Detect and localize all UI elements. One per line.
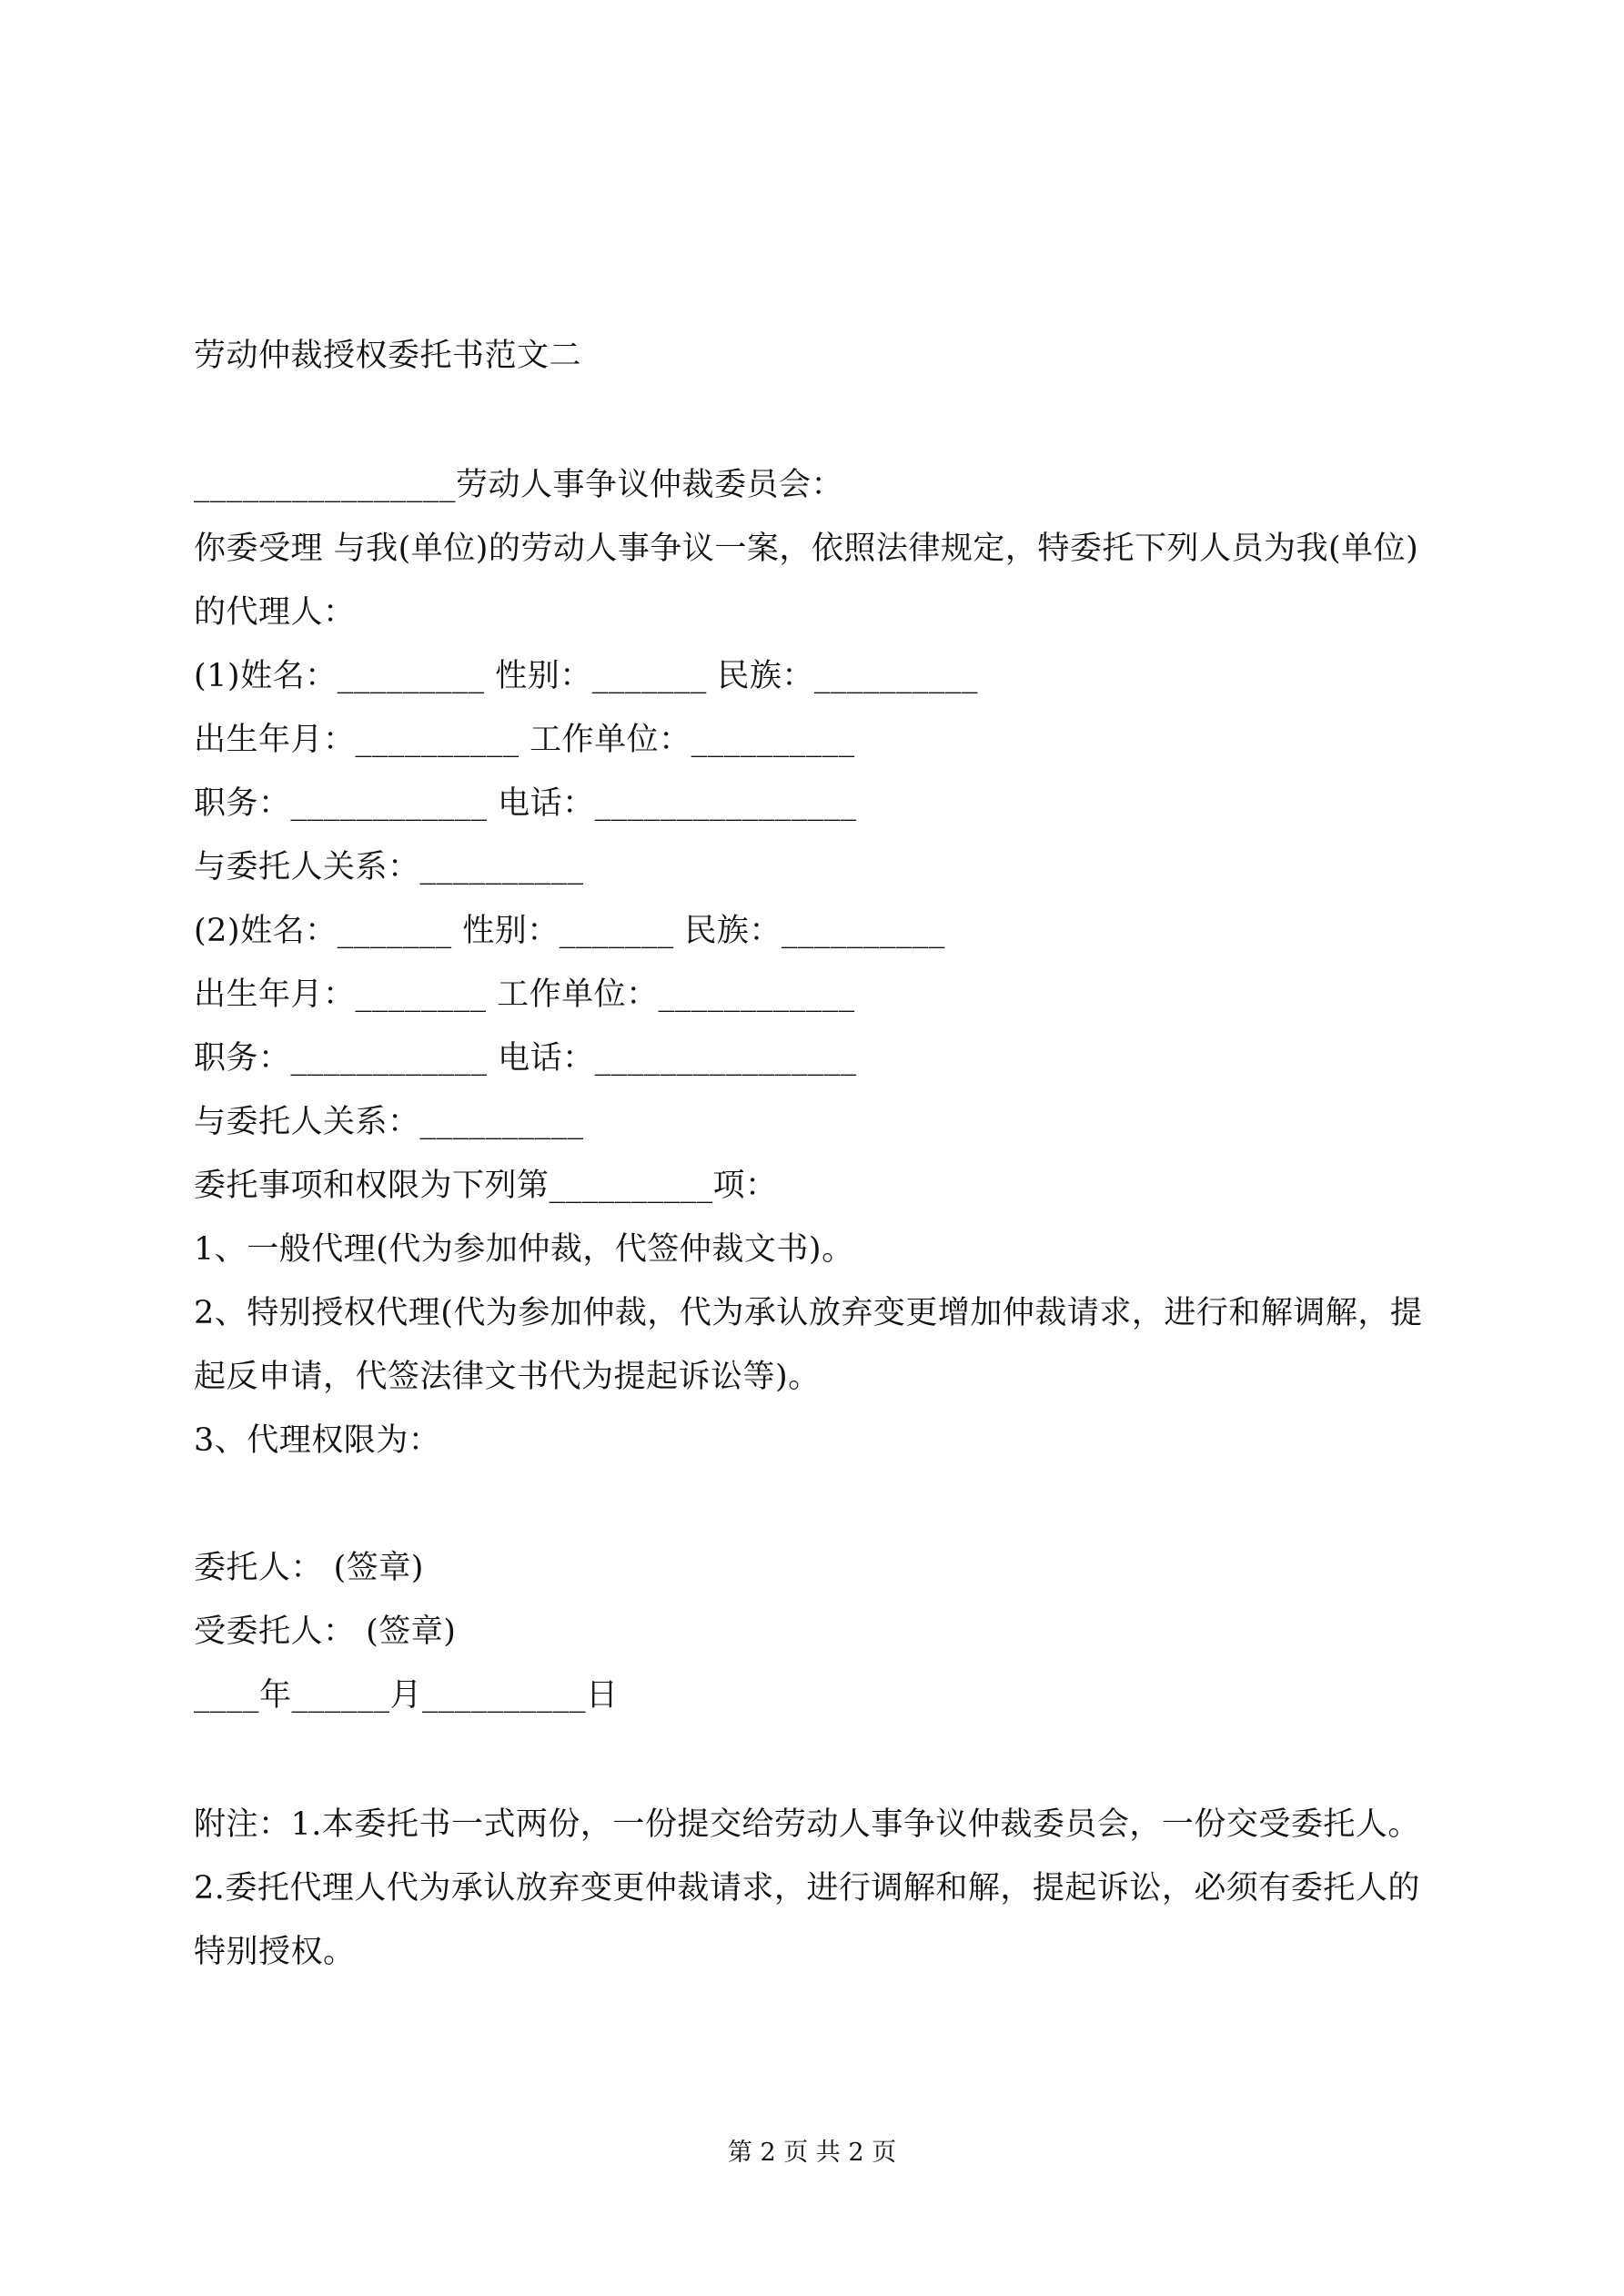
authority-item-1: 1、一般代理(代为参加仲裁，代签仲裁文书)。 [194,1231,854,1268]
page-number-footer: 第 2 页 共 2 页 [727,2139,897,2167]
authority-item-2-line-2: 起反申请，代签法律文书代为提起诉讼等)。 [194,1359,821,1395]
scope-intro: 委托事项和权限为下列第__________项： [194,1168,778,1204]
note-line-3: 特别授权。 [194,1934,356,1970]
note-line-1: 附注：1.本委托书一式两份，一份提交给劳动人事争议仲裁委员会，一份交受委托人。 [194,1806,1420,1843]
agent2-name-gender-ethnicity: (2)姓名：_______ 性别：_______ 民族：__________ [194,913,945,949]
agent1-birth-workplace: 出生年月：__________ 工作单位：__________ [194,722,855,758]
authority-item-2-line-1: 2、特别授权代理(代为参加仲裁，代为承认放弃变更增加仲裁请求，进行和解调解，提 [194,1295,1423,1331]
agent1-position-phone: 职务：____________ 电话：________________ [194,785,857,822]
agent2-birth-workplace: 出生年月：________ 工作单位：____________ [194,976,855,1013]
addressee-line: ________________劳动人事争议仲裁委员会： [194,467,844,503]
agent-signature: 受委托人： (签章) [194,1613,457,1650]
agent2-position-phone: 职务：____________ 电话：________________ [194,1040,857,1077]
agent1-relationship: 与委托人关系：__________ [194,849,584,885]
agent1-name-gender-ethnicity: (1)姓名：_________ 性别：_______ 民族：__________ [194,658,978,694]
body-paragraph-line-2: 的代理人： [194,594,356,631]
agent2-relationship: 与委托人关系：__________ [194,1104,584,1140]
authority-item-3: 3、代理权限为： [194,1422,441,1459]
body-paragraph-line-1: 你委受理 与我(单位)的劳动人事争议一案，依照法律规定，特委托下列人员为我(单位) [194,531,1419,567]
note-line-2: 2.委托代理人代为承认放弃变更仲裁请求，进行调解和解，提起诉讼，必须有委托人的 [194,1870,1420,1907]
principal-signature: 委托人： (签章) [194,1550,424,1586]
signature-date: ____年______月__________日 [194,1677,619,1714]
document-title: 劳动仲裁授权委托书范文二 [194,338,582,374]
